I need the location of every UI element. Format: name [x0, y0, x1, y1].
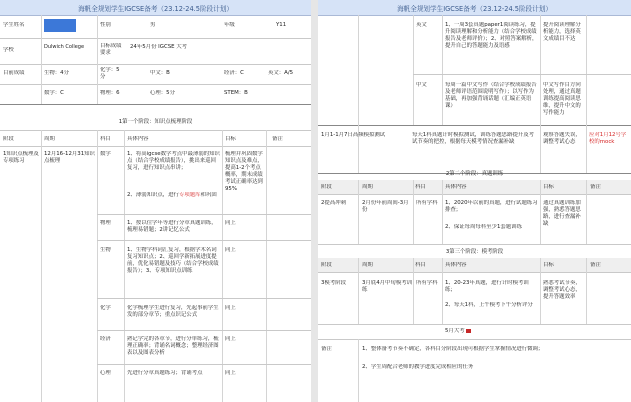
math-content-2: 2、薄弱知识点，进行专项题库和巩固: [127, 192, 217, 198]
flag-icon: [466, 329, 471, 333]
phase3-content-1: 1、20-23年真题，进行计时模考训练；: [445, 280, 529, 294]
header-goal: 目标: [225, 136, 236, 142]
remark-1: 1、整体备考节奏不确定，各科目分阶段出现可根据学生掌握情况进行微调；: [362, 346, 544, 352]
grade-stem: STEM：B: [224, 90, 248, 96]
p2-header-goal: 目标: [543, 184, 554, 190]
school-value: Dulwich College: [44, 44, 85, 50]
p2-header-note: 备注: [590, 184, 601, 190]
p3-header-note: 备注: [590, 262, 601, 268]
p3-header-content: 具体内容: [445, 262, 467, 268]
mock-goal: 观察答题失误，调整考试心态: [543, 132, 581, 146]
chemistry-goal: 同上: [225, 305, 236, 311]
page-title-2: 海帆全规划学生IGCSE备考（23.12-24.5阶段计划）: [318, 0, 631, 16]
phase3-period: 3月底4月中旬模考训练: [362, 280, 412, 294]
p3-header-subject: 科目: [415, 262, 426, 268]
school-label: 学校: [3, 47, 14, 53]
english-goal: 提升阅读理解分析能力，选择英文成绩目不达: [543, 22, 581, 43]
grade-math: 数学：C: [44, 90, 64, 96]
phase2-content-1: 1、2020年以前的真题，进行试题练习排查；: [445, 200, 538, 214]
may-exam-label: 5月大考: [445, 328, 525, 335]
gender-label: 性别: [100, 22, 111, 28]
grade-psychology: 心理：5分: [150, 90, 175, 96]
math-goal: 梳理并巩固数学知识点及难点，提高1-2个考点概率，期末成绩考试正确率达到95%: [225, 151, 263, 193]
subject-biology: 生物: [100, 247, 111, 253]
biology-content: 1、生物学科词汇复习，根据学术名词复习知识点；2、巡回学新拓展进度提前，优化易错题及技巧（结合学校成绩报告）；3、专项知识点训练: [127, 247, 219, 275]
grade-biology: 生物：4分: [44, 70, 69, 76]
physics-content: 1、按以往学年等进行分章真题训练，梳理易错题；2讲记忆公式: [127, 220, 217, 234]
phase2-period: 2月份年前周间-3月份: [362, 200, 409, 214]
p2-header-subject: 科目: [415, 184, 426, 190]
phase3-stage: 3模考阶段: [321, 280, 346, 286]
student-name-label: 学生姓名: [3, 22, 25, 28]
phase1-title: 1第一个阶段：知识点梳理阶段: [118, 119, 193, 125]
subject-chinese: 中文: [416, 82, 427, 88]
gender-value: 男: [150, 22, 156, 28]
grade-chinese: 中文：B: [150, 70, 170, 76]
p2-header-stage: 阶段: [321, 184, 332, 190]
subject-psychology: 心理: [100, 370, 111, 376]
phase1-stage: 1知识点梳理及专项练习: [3, 151, 39, 165]
grade-physics: 物理：6: [100, 90, 120, 96]
grade-economics: 经济：C: [224, 70, 244, 76]
phase2-subject: 所有学科: [416, 200, 438, 206]
chinese-goal: 中文写作目方向处理，通过真题训练提高阅读思维，提升中文的写作能力: [543, 82, 581, 117]
grade-label: 年级: [224, 22, 235, 28]
phase2-goal: 通过真题训练加强，熟悉答题思路，进行查漏补缺: [543, 200, 581, 228]
subject-chemistry: 化学: [100, 305, 111, 311]
grade-value: Y11: [276, 22, 287, 28]
header-stage: 阶段: [3, 136, 14, 142]
grade-english: 英文：A/5: [268, 70, 294, 76]
current-grades-label: 目前成绩: [3, 70, 25, 76]
target-exam-label: 目标成绩要求: [100, 43, 122, 57]
document-page-2: [318, 0, 631, 402]
page-title: 海帆全规划学生IGCSE备考（23.12-24.5阶段计划）: [0, 0, 311, 16]
header-note: 备注: [272, 136, 283, 142]
physics-goal: 同上: [225, 220, 236, 226]
psychology-goal: 同上: [225, 370, 236, 376]
math-content: 1、将高igcse数学考点中最薄弱的知识点（结合学校成绩报告），挑出来巡回复习，进行知识点串讲；: [127, 151, 220, 172]
header-content: 具体内容: [127, 136, 149, 142]
phase3-subject: 所有学科: [416, 280, 438, 286]
mock-note: 应对1月12号学校的mock: [589, 132, 627, 146]
header-subject: 科目: [100, 136, 111, 142]
student-name-redacted: [44, 19, 76, 32]
phase3-content-2: 2、每天1科，上午模考下午分析评分: [445, 302, 533, 308]
p3-header-period: 周期: [362, 262, 373, 268]
phase2-content-2: 2、保证每周每科至少1套题训练: [445, 224, 522, 230]
mock-period: 1月1-1月7日高频模拟测试: [321, 132, 386, 138]
p3-header-stage: 阶段: [321, 262, 332, 268]
remarks-label: 备注: [321, 346, 332, 352]
psychology-content: 先进行分章真题练习；背诵考点: [127, 370, 203, 376]
phase1-period: 12月16-12月31知识点梳理: [44, 151, 95, 165]
subject-english: 英文: [416, 22, 427, 28]
p3-header-goal: 目标: [543, 262, 554, 268]
subject-physics: 物理: [100, 220, 111, 226]
header-period: 周期: [44, 136, 55, 142]
document-page-1: [0, 0, 311, 402]
target-exam-value: 24年5月份 IGCSE 大考: [130, 44, 188, 50]
remark-2: 2、学生周配合老师的教学进度完成相应的任务: [362, 364, 474, 370]
grade-chemistry: 化学：5分: [100, 67, 120, 81]
p2-header-content: 具体内容: [445, 184, 467, 190]
p2-header-period: 周期: [362, 184, 373, 190]
subject-economics: 经济: [100, 336, 111, 342]
math-content-highlight: 专项题库: [178, 192, 201, 198]
mock-content: 每天1科真题计时模拟测试，训练答题思路提升及考试节奏的把控，根据每天模考情况查漏补缺: [412, 132, 535, 146]
economics-goal: 同上: [225, 336, 236, 342]
chinese-content: 每周一篇中文写作（结合学校成绩报告及老师评语范围说明写作）；以写作为基础，再加强背诵话题（汇编正英语课）: [445, 82, 537, 110]
english-content: 1、一周3套真题paper1阅读练习，提升阅读理解和分析能力（结合学校成绩报告及老师评价）；2、对照答案解析，提升自己的答题能力及语感: [445, 22, 538, 50]
biology-goal: 同上: [225, 247, 236, 253]
phase3-goal: 熟悉考试节奏，调整考试心态，提升答题效率: [543, 280, 581, 301]
phase2-stage: 2提高冲刺: [321, 200, 346, 206]
chemistry-content: 化学梳理学生进行复习，先起事前学生发的部分章节；重点识记公式: [127, 305, 219, 319]
subject-math: 数学: [100, 151, 111, 157]
phase3-title: 3第三个阶段：模考阶段: [445, 249, 504, 255]
phase2-title: 2第二个阶段：真题训练: [445, 171, 504, 177]
economics-content: 熟记学完的各章节，进行分单练习，梳理正确率；背诵名词概念；整理经济图表以及图表分析: [127, 336, 219, 357]
